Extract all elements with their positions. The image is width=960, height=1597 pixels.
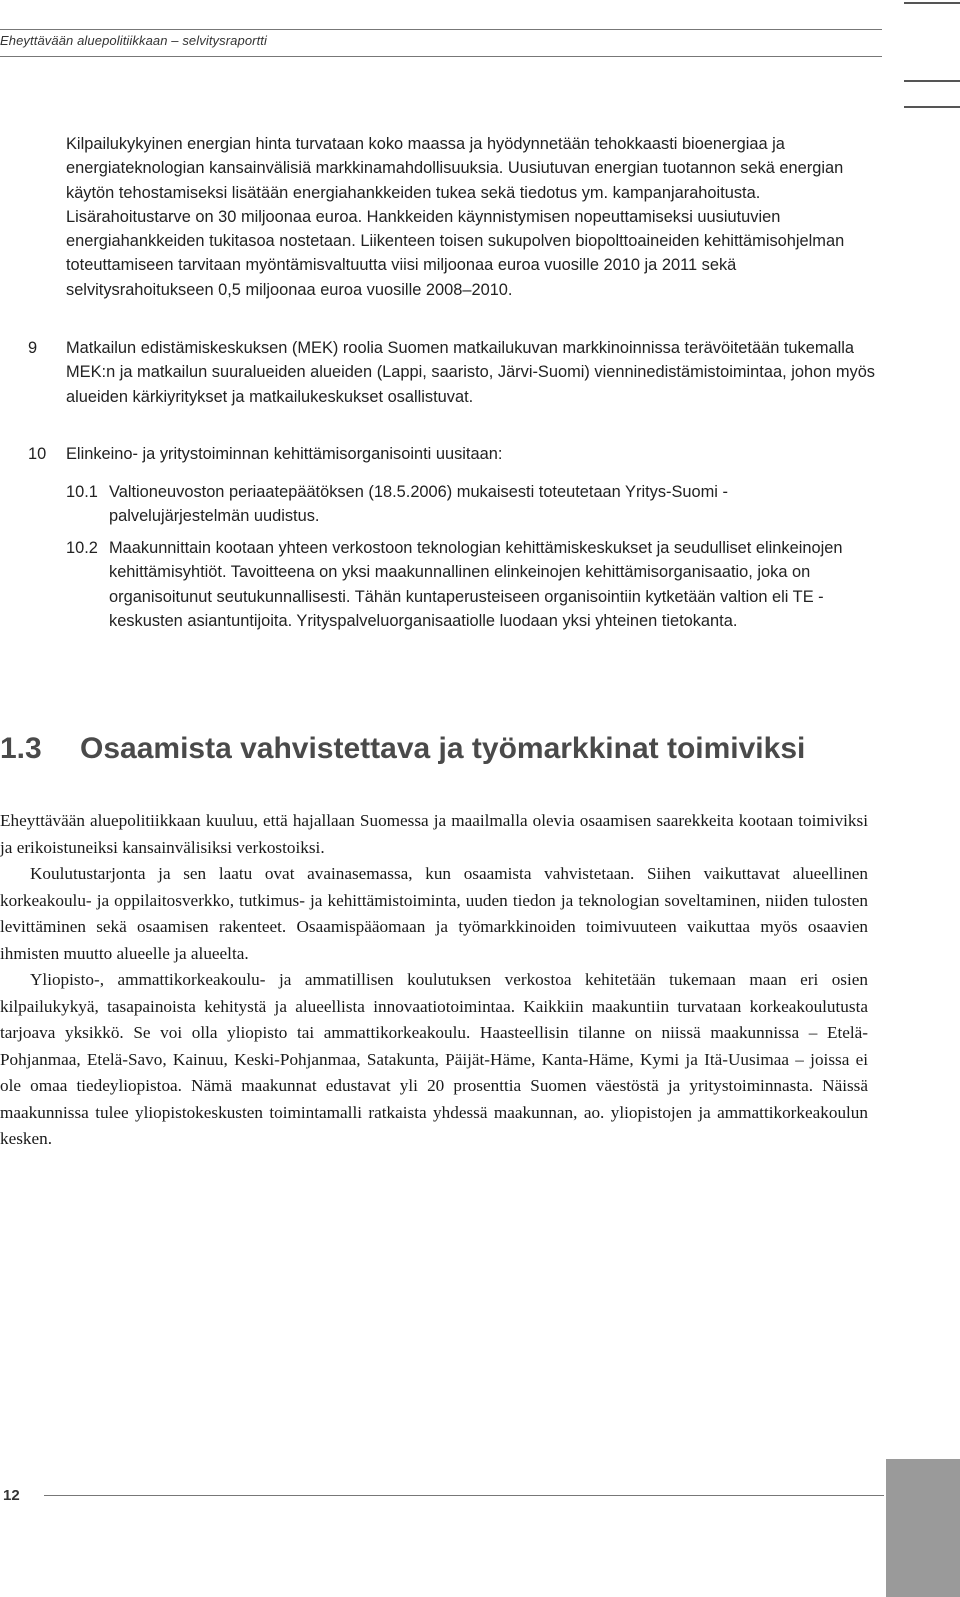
section-number: 1.3 — [0, 732, 42, 765]
corner-mark — [904, 106, 960, 108]
section-title: Osaamista vahvistettava ja työmarkkinat toimiviksi — [80, 732, 806, 765]
body-paragraph: Yliopisto-, ammattikorkeakoulu- ja ammatillisen koulutuksen verkostoa kehitetään tukemaan maan eri osien kilpailukykyä, tasapainoista kehitystä ja alueellista innovaatiotoimintaa. Kaikkiin maakuntiin turvataan korkeakoulutusta tarjoava yksikkö. Se voi olla yliopisto tai ammattikorkeakoulu. Haasteellisin tilanne on niissä maakunnissa – Etelä-Pohjanmaa, Etelä-Savo, Kainuu, Keski-Pohjanmaa, Satakunta, Päijät-Häme, Kanta-Häme, Kymi ja Itä-Uusimaa – joissa ei ole omaa tiedeyliopistoa. Nämä maakunnat edustavat yli 20 prosenttia Suomen väestöstä ja yritystoiminnasta. Näissä maakunnissa tulee yliopistokeskusten toimintamalli ratkaista yhdessä maakunnan, ao. yliopistojen ja ammattikorkeakoulun kesken. — [0, 970, 868, 1148]
sub-list-item-number: 10.2 — [66, 539, 98, 557]
list-item-number: 9 — [28, 339, 38, 357]
footer-grey-block — [886, 1459, 960, 1597]
sub-list-item-text: Valtioneuvoston periaatepäätöksen (18.5.2006) mukaisesti toteutetaan Yritys-Suomi -palvelujärjestelmän uudistus. — [109, 483, 728, 526]
list-item — [28, 336, 888, 409]
section-heading — [0, 732, 805, 766]
body-paragraph: Eheyttävään aluepolitiikkaan kuuluu, että hajallaan Suomessa ja maailmalla olevia osaamisen saarekkeita kootaan toimiviksi ja erikoistuneiksi kansainvälisiksi verkostoiksi. — [0, 811, 868, 857]
corner-mark — [904, 2, 960, 4]
corner-mark — [904, 80, 960, 82]
list-item — [28, 442, 888, 466]
sub-list-item-text: Maakunnittain kootaan yhteen verkostoon teknologian kehittämiskeskukset ja seudulliset elinkeinojen kehittämisyhtiöt. Tavoitteena on yksi maakunnallinen elinkeinojen kehittämisorganisaatio, joka on organisoitunut seutukunnallisesti. Tähän kuntaperusteiseen organisointiin kytketään valtion eli TE -keskusten asiantuntijoita. Yrityspalveluorganisaatiolle luodaan yksi yhteinen tietokanta. — [109, 539, 843, 630]
footer-rule — [44, 1495, 884, 1496]
header-rule-lower — [0, 56, 882, 57]
sub-list-item — [66, 480, 866, 529]
list-item-number: 10 — [28, 445, 47, 463]
header-rule — [0, 29, 882, 30]
intro-paragraph: Kilpailukykyinen energian hinta turvataan koko maassa ja hyödynnetään tehokkaasti bioenergiaa ja energiateknologian kansainvälisiä markkinamahdollisuuksia. Uusiutuvan energian tuotannon sekä energian käytön tehostamiseksi lisätään energiahankkeiden tukea sekä tiedotus ym. kampanjarahoitusta. Lisärahoitustarve on 30 miljoonaa euroa. Hankkeiden käynnistymisen nopeuttamiseksi uusiutuvien energiahankkeiden tukitasoa nostetaan. Liikenteen toisen sukupolven biopolttoaineiden kehittämisohjelman toteuttamiseen tarvitaan myöntämisvaltuutta viisi miljoonaa euroa vuosille 2010 ja 2011 sekä selvitysrahoitukseen 0,5 miljoonaa euroa vuosille 2008–2010. — [66, 135, 845, 299]
body-paragraph: Koulutustarjonta ja sen laatu ovat avainasemassa, kun osaamista vahvistetaan. Siihen vaikuttavat alueellinen korkeakoulu- ja oppilaitosverkko, tutkimus- ja kehittämistoiminta, uuden tiedon ja teknologian soveltaminen, niiden tulosten levittäminen sekä osaamisen rakenteet. Osaamispääomaan ja työmarkkinoiden toimivuuteen vaikuttaa myös osaavien ihmisten muutto alueelle ja alueelta. — [0, 864, 868, 963]
list-item-text: Elinkeino- ja yritystoiminnan kehittämisorganisointi uusitaan: — [66, 445, 503, 463]
running-title: Eheyttävään aluepolitiikkaan – selvitysraportti — [0, 33, 268, 48]
sub-list-item — [66, 536, 866, 633]
sub-list-item-number: 10.1 — [66, 483, 98, 501]
list-item-text: Matkailun edistämiskeskuksen (MEK) roolia Suomen matkailukuvan markkinoinnissa terävöitetään tukemalla MEK:n ja matkailun suuralueiden alueiden (Lappi, saaristo, Järvi-Suomi) vienninedistämistoimintaa, johon myös alueiden kärkiyritykset ja matkailukeskukset osallistuvat. — [66, 339, 876, 406]
section-body — [0, 808, 868, 1153]
page-number: 12 — [3, 1487, 20, 1504]
